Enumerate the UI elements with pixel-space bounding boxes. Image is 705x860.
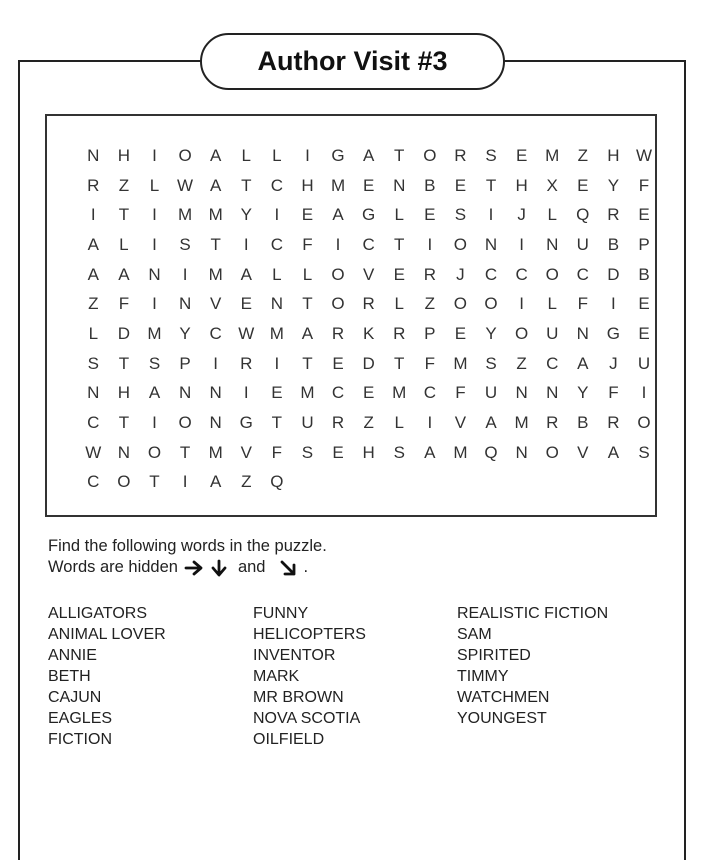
grid-letter: B — [638, 264, 650, 284]
grid-letter: R — [454, 145, 467, 165]
grid-letter: M — [177, 205, 193, 225]
grid-letter: S — [87, 353, 99, 373]
grid-letter: K — [362, 323, 375, 343]
grid-letter: T — [179, 442, 191, 462]
word-list-item: EAGLES — [48, 710, 113, 727]
grid-letter: I — [641, 383, 647, 403]
grid-letter: Z — [516, 353, 527, 373]
grid-letter: E — [332, 442, 344, 462]
grid-letter: B — [607, 234, 620, 254]
grid-letter: E — [638, 294, 650, 314]
grid-letter: Z — [88, 294, 99, 314]
grid-letter: E — [240, 294, 252, 314]
instruction-and: and — [237, 558, 266, 576]
grid-letter: W — [85, 442, 102, 462]
grid-letter: H — [117, 383, 131, 403]
grid-letter: A — [332, 205, 344, 225]
word-list-item: YOUNGEST — [457, 710, 547, 727]
grid-letter: R — [240, 353, 253, 373]
grid-letter: M — [208, 205, 223, 225]
grid-letter: Y — [240, 205, 252, 225]
grid-letter: T — [394, 353, 405, 373]
grid-letter: M — [208, 264, 223, 284]
grid-letter: M — [453, 442, 468, 462]
grid-letter: L — [149, 175, 160, 195]
grid-letter: C — [484, 264, 498, 284]
grid-letter: M — [392, 383, 407, 403]
page-title: Author Visit #3 — [257, 46, 448, 76]
grid-letter: N — [117, 442, 131, 462]
arrow-down-icon — [210, 559, 228, 577]
grid-letter: C — [515, 264, 528, 284]
word-list-item: ALLIGATORS — [48, 605, 147, 622]
grid-letter: R — [331, 323, 345, 343]
grid-letter: S — [301, 442, 314, 462]
grid-letter: I — [90, 205, 96, 225]
grid-letter: I — [611, 294, 616, 314]
grid-letter: O — [545, 264, 559, 284]
grid-letter: I — [335, 234, 341, 254]
grid-letter: H — [515, 175, 528, 195]
grid-letter: T — [241, 175, 252, 195]
grid-letter: O — [147, 442, 162, 462]
grid-letter: B — [424, 175, 436, 195]
grid-letter: V — [362, 264, 375, 284]
arrow-right-icon — [184, 560, 204, 576]
word-list-item: MARK — [253, 668, 300, 685]
grid-letter: E — [424, 205, 436, 225]
grid-letter: G — [239, 413, 253, 433]
grid-letter: M — [514, 413, 529, 433]
word-list-item: SPIRITED — [457, 647, 531, 664]
grid-letter: A — [118, 264, 130, 284]
grid-letter: I — [182, 264, 188, 284]
grid-letter: O — [423, 145, 437, 165]
grid-letter: P — [638, 234, 650, 254]
grid-letter: I — [213, 353, 219, 373]
grid-letter: A — [210, 472, 222, 492]
grid-letter: U — [484, 383, 498, 403]
grid-letter: N — [178, 294, 192, 314]
grid-letter: I — [182, 472, 188, 492]
grid-letter: C — [423, 383, 436, 403]
word-list-item: TIMMY — [457, 668, 509, 685]
grid-letter: E — [362, 383, 375, 403]
grid-letter: H — [117, 145, 131, 165]
grid-letter: O — [514, 323, 529, 343]
grid-letter: N — [87, 383, 100, 403]
grid-letter: C — [87, 472, 100, 492]
grid-letter: A — [210, 175, 222, 195]
grid-letter: D — [362, 353, 375, 373]
grid-letter: L — [394, 413, 404, 433]
grid-letter: R — [423, 264, 436, 284]
grid-letter: S — [485, 145, 497, 165]
grid-letter: G — [362, 205, 376, 225]
grid-letter: I — [152, 205, 157, 225]
word-list-item: OILFIELD — [253, 731, 325, 748]
instruction-line-2 — [48, 557, 327, 578]
grid-letter: E — [301, 205, 314, 225]
grid-letter: M — [545, 145, 560, 165]
grid-letter: R — [87, 175, 100, 195]
word-list-item: BETH — [48, 668, 91, 685]
grid-letter: I — [152, 413, 157, 433]
grid-letter: N — [546, 383, 559, 403]
grid-letter: C — [576, 264, 589, 284]
word-list-item: SAM — [457, 626, 492, 643]
grid-letter: I — [519, 234, 524, 254]
grid-letter: F — [424, 353, 436, 373]
grid-letter: E — [515, 145, 528, 165]
word-list-column-2 — [253, 603, 366, 750]
grid-letter: C — [331, 383, 345, 403]
grid-letter: N — [178, 383, 192, 403]
grid-letter: L — [272, 264, 282, 284]
grid-letter: O — [178, 145, 192, 165]
grid-letter: Y — [577, 383, 589, 403]
grid-letter: N — [148, 264, 161, 284]
grid-letter: A — [424, 442, 436, 462]
grid-letter: L — [241, 145, 251, 165]
grid-letter: M — [300, 383, 315, 403]
grid-letter: L — [394, 205, 404, 225]
grid-letter: E — [638, 205, 650, 225]
grid-letter: V — [577, 442, 589, 462]
grid-letter: W — [238, 323, 255, 343]
grid-letter: L — [272, 145, 282, 165]
grid-letter: N — [576, 323, 589, 343]
word-list-item: CAJUN — [48, 689, 102, 706]
grid-letter: R — [393, 323, 406, 343]
word-search-grid — [78, 141, 659, 497]
grid-letter: S — [179, 234, 191, 254]
grid-letter: O — [637, 413, 651, 433]
grid-letter: A — [87, 234, 99, 254]
grid-letter: I — [243, 234, 249, 254]
grid-letter: C — [362, 234, 375, 254]
grid-letter: F — [302, 234, 313, 254]
grid-letter: F — [638, 175, 650, 195]
grid-letter: L — [394, 294, 404, 314]
grid-letter: E — [332, 353, 344, 373]
grid-letter: V — [454, 413, 467, 433]
word-list-column-3 — [457, 603, 608, 729]
grid-letter: Y — [485, 323, 497, 343]
grid-letter: S — [485, 353, 497, 373]
grid-letter: N — [546, 234, 559, 254]
grid-letter: C — [270, 234, 283, 254]
grid-letter: V — [210, 294, 222, 314]
grid-letter: S — [454, 205, 467, 225]
grid-letter: T — [118, 413, 130, 433]
grid-letter: F — [608, 383, 619, 403]
grid-letter: G — [606, 323, 620, 343]
word-list-item: FUNNY — [253, 605, 309, 622]
grid-letter: Z — [118, 175, 130, 195]
grid-letter: I — [274, 353, 280, 373]
word-list-item: MR BROWN — [253, 689, 344, 706]
word-list-column-1 — [48, 603, 166, 750]
grid-letter: A — [301, 323, 314, 343]
grid-letter: O — [453, 234, 468, 254]
grid-letter: S — [148, 353, 161, 373]
grid-letter: O — [331, 294, 345, 314]
word-list-item: ANIMAL LOVER — [48, 626, 166, 643]
grid-letter: Q — [270, 472, 284, 492]
grid-letter: N — [87, 145, 100, 165]
grid-letter: I — [305, 145, 310, 165]
grid-letter: D — [607, 264, 620, 284]
word-list-item: HELICOPTERS — [253, 626, 366, 643]
grid-letter: F — [577, 294, 588, 314]
grid-letter: A — [240, 264, 252, 284]
grid-letter: O — [178, 413, 192, 433]
grid-letter: T — [485, 175, 497, 195]
grid-letter: M — [208, 442, 223, 462]
grid-letter: H — [362, 442, 375, 462]
grid-letter: T — [302, 353, 313, 373]
grid-letter: C — [546, 353, 559, 373]
grid-letter: Z — [424, 294, 436, 314]
instruction-line-1: Find the following words in the puzzle. — [48, 537, 327, 555]
grid-letter: R — [607, 205, 620, 225]
grid-letter: M — [147, 323, 162, 343]
grid-letter: L — [547, 205, 557, 225]
grid-letter: X — [546, 175, 558, 195]
grid-letter: Z — [577, 145, 588, 165]
grid-letter: O — [484, 294, 498, 314]
grid-letter: T — [118, 205, 130, 225]
grid-letter: O — [117, 472, 131, 492]
grid-letter: O — [545, 442, 559, 462]
grid-letter: T — [302, 294, 313, 314]
grid-letter: A — [362, 145, 375, 165]
grid-letter: I — [274, 205, 280, 225]
grid-letter: E — [577, 175, 589, 195]
grid-letter: T — [394, 145, 405, 165]
grid-letter: E — [638, 323, 650, 343]
instruction-period: . — [303, 558, 309, 576]
grid-letter: E — [393, 264, 405, 284]
grid-letter: A — [577, 353, 589, 373]
grid-letter: E — [454, 175, 467, 195]
word-list-item: REALISTIC FICTION — [457, 605, 609, 622]
grid-letter: A — [485, 413, 497, 433]
grid-letter: A — [607, 442, 620, 462]
grid-letter: H — [607, 145, 620, 165]
grid-letter: E — [271, 383, 283, 403]
grid-letter: A — [210, 145, 222, 165]
grid-letter: O — [331, 264, 345, 284]
grid-letter: O — [453, 294, 468, 314]
grid-letter: A — [87, 264, 99, 284]
grid-letter: J — [517, 205, 526, 225]
word-list-item: NOVA SCOTIA — [253, 710, 361, 727]
grid-letter: J — [609, 353, 618, 373]
grid-letter: M — [453, 353, 468, 373]
grid-letter: J — [456, 264, 465, 284]
grid-letter: Q — [576, 205, 590, 225]
grid-letter: C — [87, 413, 100, 433]
grid-letter: Q — [484, 442, 498, 462]
grid-letter: U — [301, 413, 314, 433]
grid-letter: H — [301, 175, 314, 195]
grid-letter: I — [427, 413, 433, 433]
grid-letter: R — [546, 413, 559, 433]
grid-letter: F — [271, 442, 283, 462]
grid-letter: I — [243, 383, 249, 403]
grid-letter: U — [576, 234, 589, 254]
grid-letter: U — [637, 353, 651, 373]
grid-letter: W — [177, 175, 194, 195]
grid-letter: N — [209, 413, 222, 433]
grid-letter: F — [455, 383, 466, 403]
grid-letter: A — [148, 383, 161, 403]
grid-letter: I — [152, 294, 157, 314]
instructions — [48, 536, 327, 578]
grid-letter: L — [119, 234, 129, 254]
grid-letter: F — [118, 294, 130, 314]
grid-letter: C — [209, 323, 222, 343]
grid-letter: E — [362, 175, 375, 195]
word-list-item: WATCHMEN — [457, 689, 550, 706]
grid-letter: Y — [607, 175, 620, 195]
grid-letter: I — [519, 294, 524, 314]
grid-letter: T — [149, 472, 160, 492]
grid-letter: P — [424, 323, 436, 343]
grid-letter: R — [362, 294, 375, 314]
grid-letter: T — [210, 234, 221, 254]
grid-letter: R — [607, 413, 620, 433]
grid-letter: N — [270, 294, 283, 314]
grid-letter: L — [547, 294, 557, 314]
grid-letter: R — [331, 413, 345, 433]
arrow-down-right-icon — [279, 559, 297, 577]
grid-letter: T — [118, 353, 130, 373]
grid-letter: N — [515, 442, 528, 462]
grid-letter: S — [393, 442, 405, 462]
grid-letter: M — [269, 323, 284, 343]
grid-letter: N — [393, 175, 406, 195]
grid-letter: B — [577, 413, 589, 433]
grid-letter: I — [488, 205, 494, 225]
grid-letter: T — [271, 413, 283, 433]
title-tab — [200, 33, 505, 90]
word-list-item: ANNIE — [48, 647, 97, 664]
grid-letter: I — [152, 234, 157, 254]
grid-letter: Z — [363, 413, 374, 433]
word-list-item: INVENTOR — [253, 647, 336, 664]
grid-letter: N — [515, 383, 528, 403]
word-list-item: FICTION — [48, 731, 112, 748]
grid-letter: P — [179, 353, 191, 373]
grid-letter: D — [117, 323, 131, 343]
grid-letter: N — [484, 234, 498, 254]
grid-letter: I — [427, 234, 433, 254]
grid-letter: W — [635, 145, 652, 165]
grid-letter: L — [88, 323, 99, 343]
grid-letter: I — [152, 145, 157, 165]
grid-letter: L — [302, 264, 313, 284]
grid-letter: T — [394, 234, 405, 254]
grid-letter: E — [454, 323, 467, 343]
grid-letter: V — [240, 442, 252, 462]
grid-letter: Y — [179, 323, 191, 343]
grid-letter: Z — [241, 472, 252, 492]
grid-letter: S — [638, 442, 650, 462]
grid-letter: N — [209, 383, 222, 403]
grid-letter: C — [270, 175, 283, 195]
grid-letter: G — [331, 145, 345, 165]
instruction-prefix: Words are hidden — [48, 558, 178, 576]
grid-letter: M — [330, 175, 346, 195]
grid-letter: U — [546, 323, 559, 343]
